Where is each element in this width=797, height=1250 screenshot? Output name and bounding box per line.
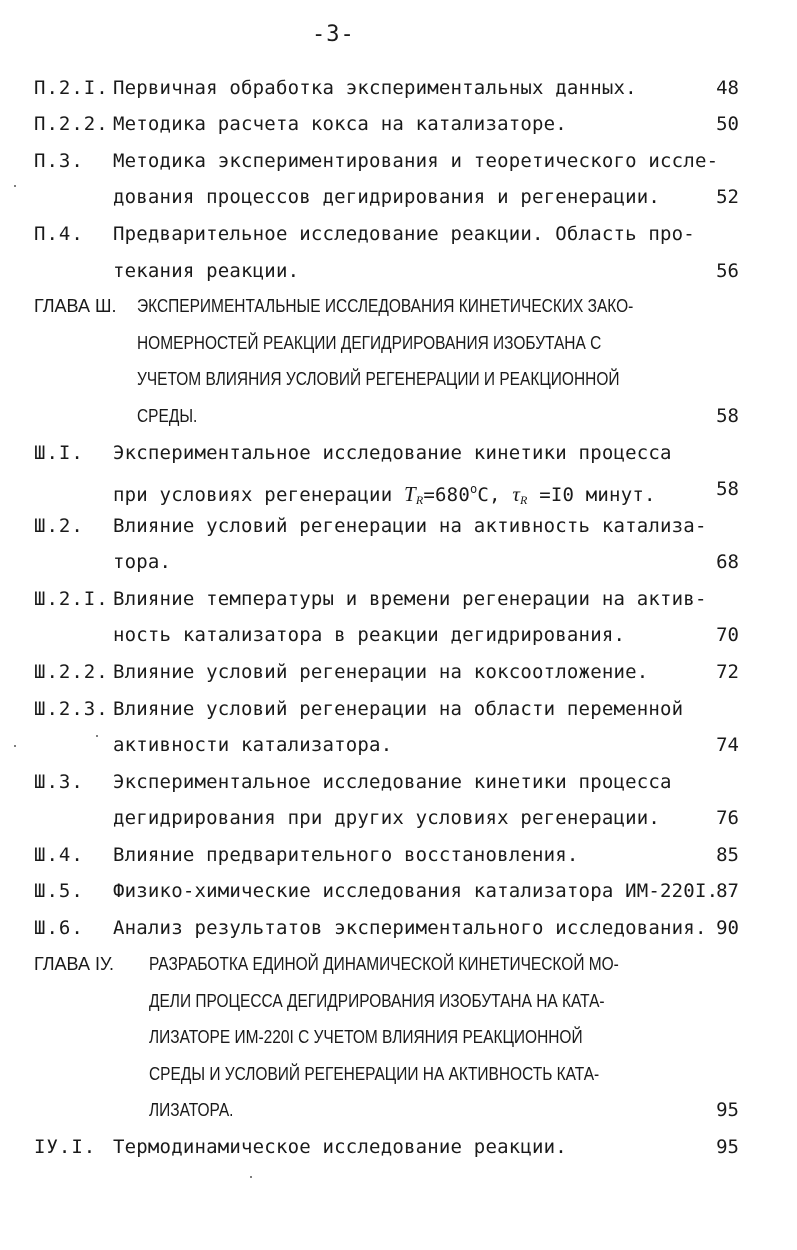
toc-entry <box>0 1130 797 1164</box>
formula-temperature-symbol: T <box>403 482 416 506</box>
formula-unit: C, <box>477 484 501 506</box>
toc-entry-continuation <box>0 545 797 579</box>
entry-number: Ш.5. <box>34 880 84 902</box>
chapter-title-cont: СРЕДЫ И УСЛОВИЙ РЕГЕНЕРАЦИИ НА АКТИВНОСТЬ КАТА- <box>149 1064 600 1084</box>
toc-entry-continuation <box>0 618 797 652</box>
chapter-heading-cont <box>0 326 797 360</box>
entry-number: П.2.I. <box>34 77 109 99</box>
entry-number: Ш.3. <box>34 771 84 793</box>
entry-title: Термодинамическое исследование реакции. <box>113 1136 567 1158</box>
entry-number: Ш.2. <box>34 515 84 537</box>
chapter-label: ГЛАВА IУ. <box>34 954 115 974</box>
toc-entry <box>0 71 797 105</box>
entry-page: 70 <box>716 624 739 646</box>
toc-entry <box>0 911 797 945</box>
toc-entry-continuation <box>0 180 797 214</box>
entry-page: 56 <box>716 260 739 282</box>
entry-number: Ш.I. <box>34 442 84 464</box>
entry-page: 50 <box>716 113 739 135</box>
toc-entry-continuation <box>0 472 797 506</box>
entry-number: П.4. <box>34 223 84 245</box>
entry-title: Влияние условий регенерации на области переменной <box>113 698 684 720</box>
entry-page: 90 <box>716 917 739 939</box>
chapter-heading <box>0 947 797 981</box>
entry-title-cont: тора. <box>113 551 172 573</box>
chapter-title-cont: ЛИЗАТОРЕ ИМ-220I С УЧЕТОМ ВЛИЯНИЯ РЕАКЦИОННОЙ <box>149 1027 583 1047</box>
toc-entry <box>0 144 797 178</box>
entry-number: Ш.2.3. <box>34 698 109 720</box>
chapter-title-cont: ДЕЛИ ПРОЦЕССА ДЕГИДРИРОВАНИЯ ИЗОБУТАНА НА КАТА- <box>149 991 605 1011</box>
scan-speck <box>96 735 98 737</box>
entry-number: Ш.4. <box>34 844 84 866</box>
toc-entry <box>0 582 797 616</box>
entry-title: Экспериментальное исследование кинетики процесса <box>113 771 672 793</box>
toc-entry <box>0 436 797 470</box>
formula-time-value: =I0 минут. <box>539 484 656 506</box>
formula-prefix: при условиях регенерации <box>113 484 393 506</box>
toc-entry <box>0 107 797 141</box>
chapter-heading-cont <box>0 1020 797 1054</box>
entry-number: Ш.2.I. <box>34 588 109 610</box>
toc-entry <box>0 509 797 543</box>
entry-number: Ш.2.2. <box>34 661 109 683</box>
entry-title-cont: текания реакции. <box>113 260 300 282</box>
entry-page: 68 <box>716 551 739 573</box>
entry-page: 48 <box>716 77 739 99</box>
entry-page: 58 <box>716 405 739 427</box>
entry-title-cont: ность катализатора в реакции дегидрирования. <box>113 624 626 646</box>
toc-entry <box>0 874 797 908</box>
entry-title: Влияние условий регенерации на активность катализа- <box>113 515 707 537</box>
entry-title: Методика экспериментирования и теоретического иссле- <box>113 150 719 172</box>
entry-page: 52 <box>716 186 739 208</box>
chapter-heading-cont <box>0 1057 797 1091</box>
entry-title: Анализ результатов экспериментального исследования. <box>113 917 707 939</box>
chapter-heading-cont <box>0 399 797 433</box>
chapter-label: ГЛАВА Ш. <box>34 296 117 316</box>
entry-title: Влияние условий регенерации на коксоотложение. <box>113 661 649 683</box>
entry-page: 74 <box>716 734 739 756</box>
toc-entry <box>0 655 797 689</box>
page-number: -3- <box>312 22 355 47</box>
entry-page: 95 <box>716 1136 739 1158</box>
chapter-title-cont: НОМЕРНОСТЕЙ РЕАКЦИИ ДЕГИДРИРОВАНИЯ ИЗОБУТАНА С <box>137 333 602 353</box>
toc-entry <box>0 692 797 726</box>
scan-speck <box>14 185 16 187</box>
entry-page: 87 <box>716 880 739 902</box>
entry-number: Ш.6. <box>34 917 84 939</box>
entry-page: 58 <box>716 478 739 500</box>
entry-title-cont: дегидрирования при других условиях регенерации. <box>113 807 661 829</box>
entry-number: П.2.2. <box>34 113 109 135</box>
entry-title: Влияние температуры и времени регенерации на актив- <box>113 588 707 610</box>
entry-title-cont: дования процессов дегидрирования и регенерации. <box>113 186 661 208</box>
entry-number: IУ.I. <box>34 1136 97 1158</box>
toc-entry-continuation <box>0 728 797 762</box>
chapter-heading-cont <box>0 362 797 396</box>
entry-title: Методика расчета кокса на катализаторе. <box>113 113 567 135</box>
chapter-title: РАЗРАБОТКА ЕДИНОЙ ДИНАМИЧЕСКОЙ КИНЕТИЧЕСКОЙ МО- <box>149 954 619 974</box>
formula-subscript: R <box>520 493 528 507</box>
entry-title: Экспериментальное исследование кинетики процесса <box>113 442 672 464</box>
entry-page: 85 <box>716 844 739 866</box>
formula-temperature-value: =680 <box>423 484 470 506</box>
chapter-title: ЭКСПЕРИМЕНТАЛЬНЫЕ ИССЛЕДОВАНИЯ КИНЕТИЧЕСКИХ ЗАКО- <box>137 296 634 316</box>
toc-entry <box>0 765 797 799</box>
chapter-title-cont: СРЕДЫ. <box>137 406 198 426</box>
formula-subscript: R <box>415 493 424 507</box>
entry-number: П.3. <box>34 150 84 172</box>
entry-title: Влияние предварительного восстановления. <box>113 844 579 866</box>
scan-speck <box>14 745 16 747</box>
entry-title-cont: активности катализатора. <box>113 734 393 756</box>
scan-speck <box>250 1176 252 1178</box>
chapter-title-cont: ЛИЗАТОРА. <box>149 1100 234 1120</box>
entry-page: 76 <box>716 807 739 829</box>
chapter-heading-cont <box>0 1093 797 1127</box>
entry-title: Физико-химические исследования катализатора ИМ-220I. <box>113 880 719 902</box>
entry-page: 72 <box>716 661 739 683</box>
entry-title: Предварительное исследование реакции. Область про- <box>113 223 695 245</box>
toc-entry-continuation <box>0 801 797 835</box>
formula-time-symbol: τ <box>512 482 521 506</box>
chapter-heading-cont <box>0 984 797 1018</box>
entry-title: Первичная обработка экспериментальных данных. <box>113 77 637 99</box>
entry-page: 95 <box>716 1099 739 1121</box>
toc-entry-continuation <box>0 254 797 288</box>
formula-degree: o <box>469 482 478 496</box>
chapter-title-cont: УЧЕТОМ ВЛИЯНИЯ УСЛОВИЙ РЕГЕНЕРАЦИИ И РЕАКЦИОННОЙ <box>137 369 620 389</box>
chapter-heading <box>0 289 797 323</box>
toc-entry <box>0 838 797 872</box>
toc-entry <box>0 217 797 251</box>
